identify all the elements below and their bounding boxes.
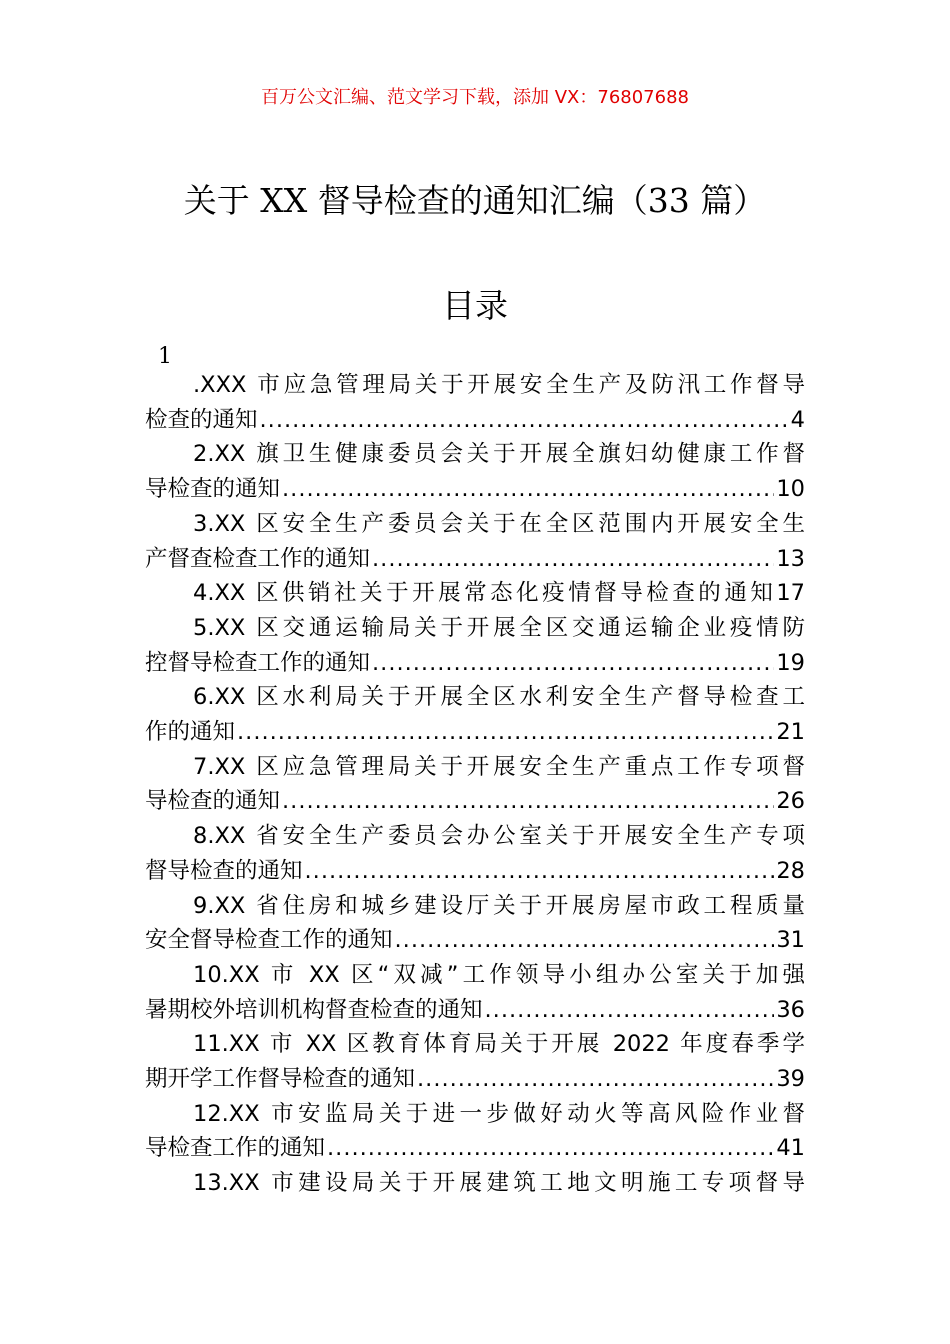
dot-leader [485,993,775,1028]
toc-entry-title: 4.XX 区供销社关于开展常态化疫情督导检查的通知 [193,580,777,607]
toc-entry-title: 12.XX 市安监局关于进一步做好动火等高风险作业督 [193,1100,805,1127]
toc-entry-title: 6.XX 区水利局关于开展全区水利安全生产督导检查工 [193,684,805,711]
toc-entry-title-cont: 暑期校外培训机构督查检查的通知 [145,996,483,1023]
dot-leader [282,472,774,507]
toc-entry-title-cont: 检查的通知 [145,406,258,433]
toc-entry-title: 7.XX 区应急管理局关于开展安全生产重点工作专项督 [193,753,805,780]
dot-leader [417,1062,774,1097]
dot-leader [395,923,775,958]
header-banner: 百万公文汇编、范文学习下载，添加 VX：76807688 [261,87,689,108]
toc-entry-title-cont: 产督查检查工作的通知 [145,545,371,572]
toc-entry-title-cont: 导检查工作的通知 [145,1135,326,1162]
dot-leader [372,542,774,577]
toc-page-number: 19 [776,649,805,676]
toc-entry[interactable] [145,958,805,1027]
toc-entry-line [145,542,805,577]
toc-entry-line [145,854,805,889]
toc-entry-line [145,1131,805,1166]
toc-entry-line [145,646,805,681]
toc-entry-title: 10.XX 市 XX 区“双减”工作领导小组办公室关于加强 [193,961,805,988]
toc-entry[interactable] [145,1097,805,1166]
toc-entry-line [145,993,805,1028]
toc-page-number: 21 [776,719,805,746]
toc-entry[interactable] [145,507,805,576]
toc-entry[interactable] [145,819,805,888]
toc-page-number: 36 [776,996,805,1023]
toc-entry[interactable] [145,1166,805,1201]
toc-entry-line [145,715,805,750]
toc-entry-title-cont: 导检查的通知 [145,788,281,815]
toc-entry-title: .XXX 市应急管理局关于开展安全生产及防汛工作督导 [193,372,805,398]
toc-entry-title: 11.XX 市 XX 区教育体育局关于开展 2022 年度春季学 [193,1031,805,1058]
toc-entry-title: 9.XX 省住房和城乡建设厅关于开展房屋市政工程质量 [193,892,805,919]
dot-leader [327,1131,774,1166]
dot-leader [237,715,774,750]
toc-page-number: 28 [776,857,805,884]
dot-leader [372,646,774,681]
toc-entry-title-cont: 控督导检查工作的通知 [145,649,371,676]
toc-entry[interactable] [145,1027,805,1096]
toc-page-number: 13 [776,545,805,572]
toc-entry-title-cont: 安全督导检查工作的通知 [145,927,393,954]
toc-entry-title-cont: 期开学工作督导检查的通知 [145,1066,416,1093]
toc-entry[interactable] [145,889,805,958]
toc-page-number: 41 [776,1135,805,1162]
toc-entry-line [145,784,805,819]
toc-entry[interactable] [145,368,805,437]
toc-entry[interactable] [145,680,805,749]
toc-page-number: 10 [776,476,805,503]
toc-entry-line [145,1166,805,1201]
toc-entry-title-cont: 督导检查的通知 [145,857,303,884]
toc-entry-line [145,472,805,507]
document-title: 关于 XX 督导检查的通知汇编（33 篇） [183,181,767,220]
toc-entry-title: 5.XX 区交通运输局关于开展全区交通运输企业疫情防 [193,614,805,641]
toc-heading: 目录 [442,286,508,325]
table-of-contents [145,368,805,1201]
dot-leader [305,854,775,889]
toc-page-number: 17 [776,580,805,607]
toc-entry[interactable] [145,750,805,819]
toc-entry-title: 2.XX 旗卫生健康委员会关于开展全旗妇幼健康工作督 [193,441,805,468]
toc-page-number: 4 [790,406,805,433]
toc-entry-title: 8.XX 省安全生产委员会办公室关于开展安全生产专项 [193,823,805,850]
toc-entry[interactable] [145,611,805,680]
toc-entry-line [145,923,805,958]
toc-entry-title: 13.XX 市建设局关于开展建筑工地文明施工专项督导 [193,1170,805,1197]
toc-entry-line [145,403,805,438]
dot-leader [282,784,774,819]
dot-leader [260,403,789,438]
toc-entry-title-cont: 导检查的通知 [145,476,281,503]
toc-entry-title-cont: 作的通知 [145,719,236,746]
toc-page-number: 39 [776,1066,805,1093]
toc-entry-title: 3.XX 区安全生产委员会关于在全区范围内开展安全生 [193,510,805,537]
toc-entry[interactable] [145,576,805,611]
toc-entry-line [145,1062,805,1097]
toc-entry-line [145,576,805,611]
toc-page-number: 31 [776,927,805,954]
toc-entry[interactable] [145,437,805,506]
toc-page-number: 26 [776,788,805,815]
stray-number: 1 [158,344,172,369]
